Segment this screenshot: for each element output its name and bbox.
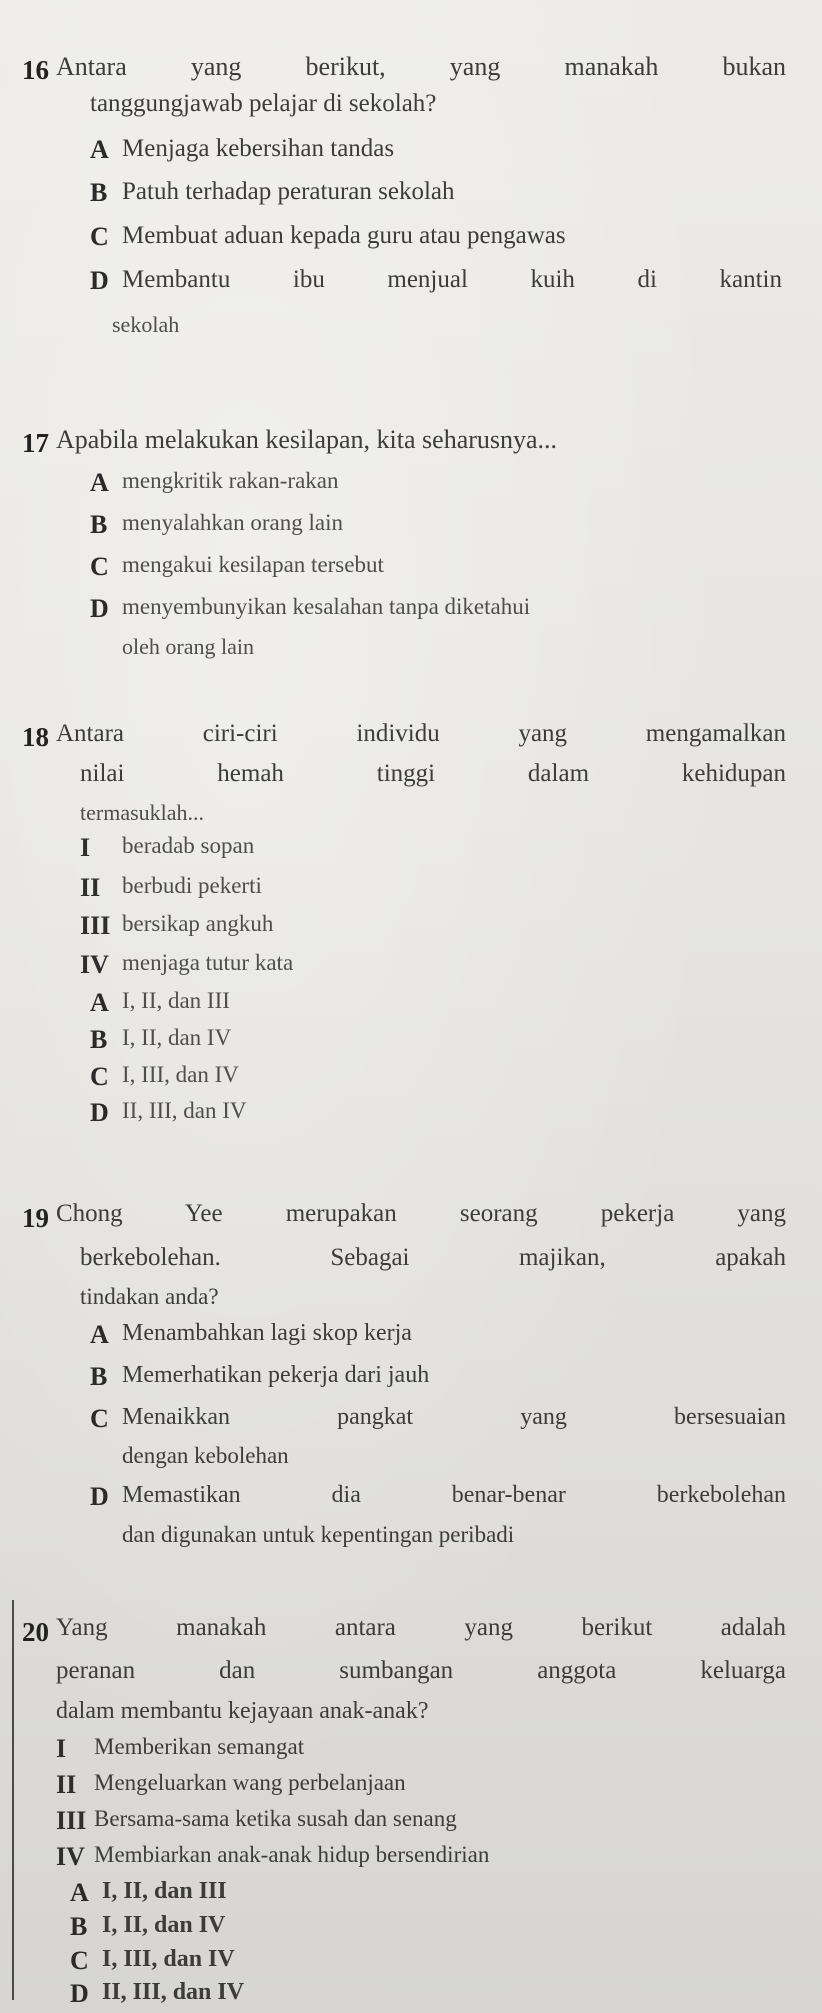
question-20-statement-ii-numeral: II (56, 1770, 77, 1799)
question-19-stem-line-3: tindakan anda? (80, 1284, 219, 1309)
question-18-stem-line-2: nilai hemah tinggi dalam kehidupan (80, 760, 786, 787)
question-16-option-d-letter: D (90, 266, 109, 295)
question-18-option-c-letter: C (90, 1062, 109, 1091)
question-20-stem-line-1: Yang manakah antara yang berikut adalah (56, 1614, 786, 1641)
question-20-statement-i-numeral: I (56, 1734, 67, 1763)
question-20-option-a-text: I, II, dan III (102, 1878, 227, 1904)
question-18-option-a-text: I, II, dan III (122, 988, 230, 1013)
question-17-number: 17 (22, 428, 49, 458)
question-19-option-d-text-line-1: Memastikan dia benar-benar berkebolehan (122, 1482, 786, 1508)
question-20-stem-line-2: peranan dan sumbangan anggota keluarga (56, 1657, 786, 1684)
question-20-option-b-text: I, II, dan IV (102, 1912, 226, 1938)
question-18-stem-line-1: Antara ciri-ciri individu yang mengamalkan (56, 720, 786, 747)
question-18-statement-ii-text: berbudi pekerti (122, 873, 262, 898)
question-16-stem-line-1: Antara yang berikut, yang manakah bukan (56, 52, 786, 81)
question-20-option-d-letter: D (70, 1979, 89, 2008)
question-20-stem-line-3: dalam membantu kejayaan anak-anak? (56, 1698, 429, 1724)
question-20-statement-iv-text: Membiarkan anak-anak hidup bersendirian (94, 1842, 490, 1867)
question-19-option-c-letter: C (90, 1404, 109, 1433)
question-19-option-b-text: Memerhatikan pekerja dari jauh (122, 1362, 430, 1388)
question-18-option-c-text: I, III, dan IV (122, 1062, 239, 1087)
question-18-number: 18 (22, 722, 49, 752)
question-19-option-b-letter: B (90, 1362, 108, 1391)
question-20-statement-iii-text: Bersama-sama ketika susah dan senang (94, 1806, 457, 1831)
question-18-option-d-letter: D (90, 1098, 109, 1127)
question-17-option-b-letter: B (90, 510, 108, 539)
question-16-option-d-text-line-2: sekolah (112, 312, 180, 337)
question-20-statement-iv-numeral: IV (56, 1842, 85, 1871)
question-19-option-a-letter: A (90, 1320, 109, 1349)
question-18-option-b-text: I, II, dan IV (122, 1025, 232, 1050)
question-16-option-c-letter: C (90, 222, 109, 251)
question-17-option-a-text: mengkritik rakan-rakan (122, 468, 339, 493)
question-16-option-b-text: Patuh terhadap peraturan sekolah (122, 178, 455, 205)
question-16-stem-line-2: tanggungjawab pelajar di sekolah? (90, 90, 437, 117)
question-18-statement-i-text: beradab sopan (122, 833, 255, 858)
question-18-statement-iv-numeral: IV (80, 950, 109, 979)
question-17-option-d-text-line-2: oleh orang lain (122, 634, 254, 659)
question-18-statement-ii-numeral: II (80, 873, 101, 902)
question-18-statement-iii-text: bersikap angkuh (122, 911, 274, 936)
question-20-statement-i-text: Memberikan semangat (94, 1734, 305, 1759)
question-19-option-d-letter: D (90, 1482, 109, 1511)
question-18-option-a-letter: A (90, 988, 109, 1017)
question-17-option-d-text-line-1: menyembunyikan kesalahan tanpa diketahui (122, 594, 531, 619)
question-20-option-a-letter: A (70, 1878, 89, 1907)
question-18-statement-iv-text: menjaga tutur kata (122, 950, 294, 975)
question-17-option-a-letter: A (90, 468, 109, 497)
question-19-stem-line-2: berkebolehan. Sebagai majikan, apakah (80, 1244, 786, 1271)
question-19-stem-line-1: Chong Yee merupakan seorang pekerja yang (56, 1200, 786, 1227)
question-19-option-c-text-line-2: dengan kebolehan (122, 1443, 289, 1468)
question-20-option-b-letter: B (70, 1912, 88, 1941)
question-17-option-d-letter: D (90, 594, 109, 623)
question-19-option-a-text: Menambahkan lagi skop kerja (122, 1320, 412, 1346)
question-20-statement-ii-text: Mengeluarkan wang perbelanjaan (94, 1770, 406, 1795)
question-19-number: 19 (22, 1203, 49, 1233)
question-18-statement-i-numeral: I (80, 833, 91, 862)
question-16-option-c-text: Membuat aduan kepada guru atau pengawas (122, 222, 566, 249)
question-20-option-c-letter: C (70, 1946, 89, 1975)
question-17-stem: Apabila melakukan kesilapan, kita seharusnya... (56, 425, 558, 454)
question-20-option-c-text: I, III, dan IV (102, 1946, 235, 1972)
question-18-option-b-letter: B (90, 1025, 108, 1054)
question-17-option-c-letter: C (90, 552, 109, 581)
question-16-number: 16 (22, 55, 49, 85)
question-18-statement-iii-numeral: III (80, 911, 111, 940)
question-16-option-d-text-line-1: Membantu ibu menjual kuih di kantin (122, 266, 782, 293)
question-20-statement-iii-numeral: III (56, 1806, 87, 1835)
question-17-option-b-text: menyalahkan orang lain (122, 510, 343, 535)
question-18-stem-line-3: termasuklah... (80, 800, 205, 825)
question-20-number: 20 (22, 1617, 49, 1647)
question-19-option-c-text-line-1: Menaikkan pangkat yang bersesuaian (122, 1404, 786, 1430)
question-19-option-d-text-line-2: dan digunakan untuk kepentingan peribadi (122, 1522, 515, 1547)
question-16-option-a-letter: A (90, 135, 109, 164)
question-18-option-d-text: II, III, dan IV (122, 1098, 247, 1123)
question-16-option-b-letter: B (90, 178, 108, 207)
question-16-option-a-text: Menjaga kebersihan tandas (122, 135, 395, 162)
question-17-option-c-text: mengakui kesilapan tersebut (122, 552, 384, 577)
left-margin-rule (12, 1600, 14, 2000)
question-20-option-d-text: II, III, dan IV (102, 1979, 245, 2005)
